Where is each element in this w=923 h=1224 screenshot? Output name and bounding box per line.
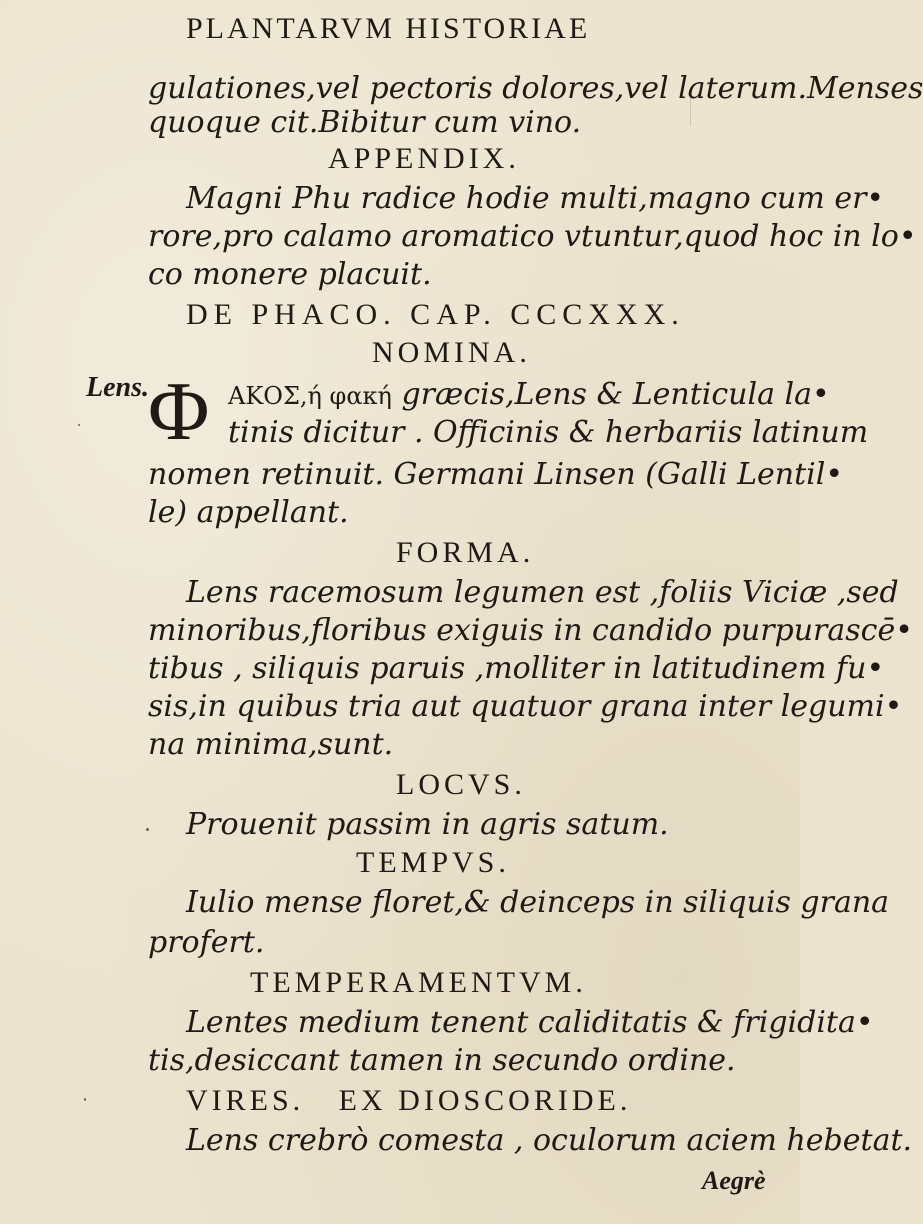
text-line: na minima,sunt. <box>148 727 394 762</box>
text-line: tibus , siliquis paruis ,molliter in latitudinem fu• <box>148 651 885 686</box>
section-heading-nomina: NOMINA. <box>372 336 531 369</box>
text-line: minoribus,floribus exiguis in candido purpurascē• <box>148 613 913 648</box>
text-line: tinis dicitur . Officinis & herbariis latinum <box>228 415 869 450</box>
margin-note: Lens. <box>86 372 149 403</box>
text-line: le) appellant. <box>148 495 349 530</box>
text-line <box>228 376 830 415</box>
text-line: tis,desiccant tamen in secundo ordine. <box>148 1043 736 1078</box>
text-line: Lens racemosum legumen est ,foliis Viciæ ,sed <box>186 575 899 610</box>
text-line: sis,in quibus tria aut quatuor grana inter legumi• <box>148 689 903 724</box>
text-line: co monere placuit. <box>148 257 432 292</box>
text-line: gulationes,vel pectoris dolores,vel laterum.Menses <box>148 71 923 106</box>
section-heading-locus: LOCVS. <box>396 768 526 801</box>
text-line: quoque cit.Bibitur cum vino. <box>148 105 582 140</box>
text-span: græcis,Lens & Lenticula la• <box>391 377 830 412</box>
text-line: Magni Phu radice hodie multi,magno cum er• <box>186 181 885 216</box>
section-heading-vires: VIRES. EX DIOSCORIDE. <box>186 1084 632 1117</box>
section-heading-temperamentum: TEMPERAMENTVM. <box>250 966 587 999</box>
chapter-heading: DE PHACO. CAP. CCCXXX. <box>186 298 685 331</box>
section-heading-appendix: APPENDIX. <box>328 142 520 175</box>
text-line: Prouenit passim in agris satum. <box>186 807 669 842</box>
text-line: Iulio mense floret,& deinceps in siliquis grana <box>186 885 890 920</box>
greek-name: ΑΚΟΣ,ή φακή <box>228 382 392 410</box>
paper-speck <box>78 424 80 426</box>
text-line: Lentes medium tenent caliditatis & frigidita• <box>186 1005 874 1040</box>
section-heading-tempus: TEMPVS. <box>356 846 510 879</box>
paper-speck <box>84 1098 86 1101</box>
text-line: profert. <box>148 925 265 960</box>
text-line: nomen retinuit. Germani Linsen (Galli Lentil• <box>148 457 844 492</box>
drop-initial: Φ <box>148 365 210 458</box>
text-line: Lens crebrò comesta , oculorum aciem hebetat. <box>186 1123 913 1158</box>
catchword: Aegrè <box>702 1166 766 1195</box>
text-line: rore,pro calamo aromatico vtuntur,quod hoc in lo• <box>148 219 917 254</box>
section-heading-forma: FORMA. <box>396 536 535 569</box>
paper-speck <box>146 828 149 831</box>
paper-crease <box>690 96 691 126</box>
running-head: PLANTARVM HISTORIAE <box>186 12 591 45</box>
